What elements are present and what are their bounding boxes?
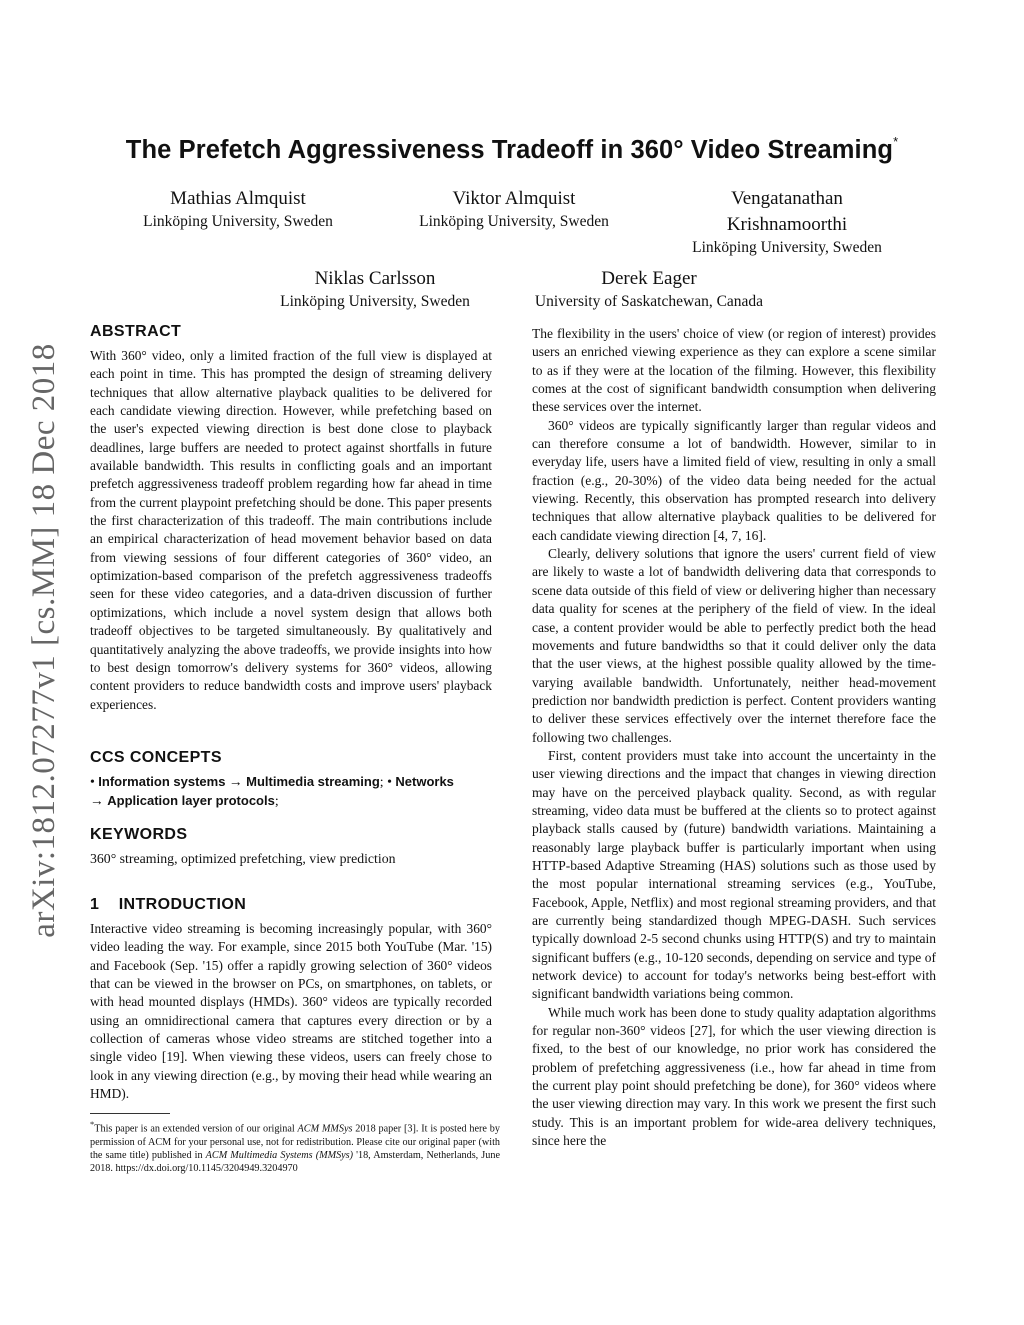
- author-affiliation: Linköping University, Sweden: [692, 239, 882, 256]
- author-name: Derek Eager: [601, 268, 697, 289]
- ccs-concepts: [90, 773, 500, 810]
- footnote-venue: ACM Multimedia Systems (MMSys): [205, 1149, 354, 1161]
- title-text: The Prefetch Aggressiveness Tradeoff in 360° Video Streaming: [125, 136, 894, 164]
- ccs-term: Networks: [395, 774, 454, 789]
- ccs-end: ;: [274, 792, 279, 808]
- ccs-term: Information systems: [98, 774, 226, 789]
- footnote: [90, 1118, 500, 1176]
- author-affiliation: Linköping University, Sweden: [280, 293, 470, 310]
- author-4: [258, 266, 492, 312]
- abstract-heading: ABSTRACT: [90, 323, 182, 340]
- ccs-term: Application layer protocols: [107, 792, 275, 808]
- author-affiliation: Linköping University, Sweden: [419, 213, 609, 230]
- abstract-text: With 360° video, only a limited fraction of the full view is displayed at each point in time. This has prompted the design of streaming delivery techniques that allow alternative playback qualities to be delivered for each candidate viewing direction. However, while prefetching based on the user's expected viewing direction is best done close to playback deadlines, large buffers are needed to protect against shortfalls in future available bandwidth. This results in conflicting goals and an important prefetch aggressiveness tradeoff problem regarding how far ahead in time from the current playpoint prefetching should be done. This paper presents the first characterization of this tradeoff. The main contributions include an empirical characterization of head movement behavior based on data from viewing sessions of four different categories of 360° video, an optimization-based comparison of the prefetch aggressiveness tradeoffs seen for these video categories, and a data-driven discussion of further optimizations, which include a novel system design that allows both tradeoff objectives to be targeted simultaneously. By qualitatively and quantitatively analyzing the above tradeoffs, we provide insights into how to best design tomorrow's delivery systems for 360° videos, allowing content providers to reduce bandwidth costs and improve users' playback experiences.: [90, 348, 492, 712]
- intro-paragraph: Clearly, delivery solutions that ignore the users' current field of view are likely to waste a lot of bandwidth delivering data that corresponds to scene data outside of this field of view or delivering higher than necessary data quality for scenes at the periphery of the field of view. In the ideal case, a content provider would be able to perfectly predict both the head movements and future bandwidths so that it could deliver only the data that the user views, at the highest possible quality allowed by the time-varying available bandwidth. Unfortunately, neither head-movement prediction nor bandwidth prediction is perfect. Content providers wanting to deliver these services effectively over the internet therefore face the following two challenges.: [532, 546, 936, 745]
- keywords-heading: KEYWORDS: [90, 826, 188, 843]
- author-affiliation: University of Saskatchewan, Canada: [534, 293, 764, 310]
- arxiv-sidebar: [14, 330, 74, 950]
- section-number: 1: [90, 896, 100, 913]
- author-3: [668, 186, 906, 258]
- ccs-heading: CCS CONCEPTS: [90, 749, 222, 766]
- keywords-text: 360° streaming, optimized prefetching, view prediction: [90, 851, 396, 866]
- intro-left-column: [90, 920, 492, 1103]
- intro-paragraph: Interactive video streaming is becoming increasingly popular, with 360° video leading the way. For example, since 2015 both YouTube (Mar. '15) and Facebook (Sep. '15) offer a rapidly growing selection of 360° videos that can be viewed in the browser on PCs, on smartphones, on tablets, or with head mounted displays (HMDs). 360° videos are typically recorded using an omnidirectional camera that captures every direction or by a collection of cameras whose video streams are stitched together into a single video [19]. When viewing these videos, users can freely chose to look in any viewing direction (e.g., by moving their head while wearing an HMD).: [90, 921, 492, 1102]
- footnote-mark: *: [90, 1119, 95, 1129]
- author-5: [516, 266, 782, 312]
- author-1: [120, 186, 356, 232]
- author-name: Mathias Almquist: [170, 188, 306, 209]
- footnote-text: This paper is an extended version of our original: [94, 1123, 298, 1135]
- intro-paragraph: While much work has been done to study quality adaptation algorithms for regular non-360° videos [27], for which the user viewing direction is fixed, to the best of our knowledge, no prior work has considered the problem of prefetching aggressiveness (i.e., how far ahead in time from the current play point should prefetching be done), for 360° videos where the user viewing direction may vary. In this work we present the first such study. This is an important problem for wide-area delivery techniques, since here the: [532, 1004, 936, 1149]
- footnote-text: 2018 paper [3]. It is posted here by permission of ACM for your personal use, not for redistribution. Please cite our original paper (with the same title) published in: [90, 1123, 500, 1161]
- ccs-separator: ;: [379, 774, 384, 789]
- author-name: Niklas Carlsson: [314, 268, 436, 289]
- abstract-section: [90, 347, 492, 714]
- footnote-text: '18, Amsterdam, Netherlands, June 2018. https://dx.doi.org/10.1145/3204949.3204970: [90, 1149, 500, 1175]
- ccs-bullet: •: [90, 774, 95, 789]
- paper-title: [0, 134, 1024, 165]
- author-name-line2: Krishnamoorthi: [726, 214, 848, 235]
- intro-right-column: [532, 325, 936, 1150]
- intro-paragraph: First, content providers must take into account the uncertainty in the user viewing directions and the impact that changes in viewing direction may have on the perceived playback quality. Second, as with regular streaming, video data must be buffered at the clients so to protect against playback stalls caused by (future) bandwidth variations. Maintaining a reasonably large playback buffer is particularly important when using HTTP-based Adaptive Streaming (HAS) solutions such as those used by the most popular international streaming services (e.g., YouTube, Facebook, Apple, Netflix) and most regional streaming providers, and that are currently being standardized though MPEG-DASH. Such services typically download 2-5 second chunks using HTTP(S) and try to maintain significant buffers (e.g., 10-120 seconds, depending on service and type of network device) to account for today's networks being best-effort with significant bandwidth variations being common.: [532, 747, 936, 1002]
- ccs-term: Multimedia streaming: [246, 774, 380, 789]
- arxiv-identifier: arXiv:1812.07277v1 [cs.MM] 18 Dec 2018: [25, 342, 62, 938]
- section-title: INTRODUCTION: [118, 896, 247, 913]
- section-1-heading: [90, 896, 246, 914]
- ccs-bullet: •: [387, 774, 392, 789]
- intro-paragraph: The flexibility in the users' choice of view (or region of interest) provides users an enriched viewing experience as they can explore a scene similar to as if they were at the location of the filming. However, this flexibility comes at the cost of significant bandwidth consumption when delivering these services over the internet.: [532, 326, 936, 415]
- footnote-venue: ACM MMSys: [297, 1123, 353, 1135]
- author-2: [396, 186, 632, 232]
- author-affiliation: Linköping University, Sweden: [143, 213, 333, 230]
- intro-paragraph: 360° videos are typically significantly larger than regular videos and can therefore consume a lot of bandwidth. However, similar to in everyday life, users have a limited field of view, resulting in only a small fraction (e.g., 20-30%) of the video data being needed for the actual viewing. Recently, this observation has prompted research into delivery techniques that allow alternative playback qualities to be delivered for each candidate viewing direction [4, 7, 16].: [532, 417, 936, 543]
- author-name-line1: Vengatanathan: [731, 188, 843, 209]
- author-name: Viktor Almquist: [452, 188, 576, 209]
- ccs-arrow: →: [90, 792, 104, 808]
- footnote-rule: [90, 1113, 170, 1114]
- title-footnote-mark: *: [893, 134, 899, 149]
- ccs-arrow: →: [228, 774, 243, 789]
